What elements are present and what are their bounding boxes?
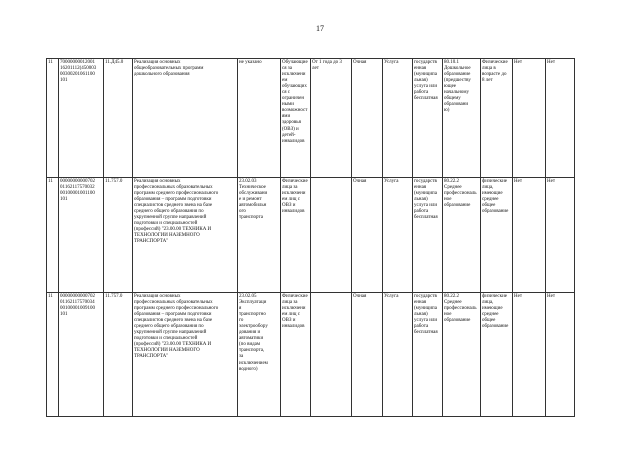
registry-code-cell: 70000000012001 16201112(450003 00300201061100 101	[59, 59, 104, 178]
study-form-cell: Очная	[352, 178, 383, 293]
fee-cell: Нет	[513, 293, 546, 417]
payment-cell: государств енная (муниципа льная) услуга или работа бесплатная	[413, 178, 443, 293]
payment-cell: государств енная (муниципа льная) услуга или работа бесплатная	[413, 59, 443, 178]
page-number: 17	[316, 24, 324, 33]
okved-cell: 80.22.2 Среднее профессиональ ное образование	[443, 178, 481, 293]
classifier-cell: 11.Д45.0	[104, 59, 133, 178]
study-form-cell: Очная	[352, 59, 383, 178]
program-cell: Реализация основных профессиональных образовательных программ среднего профессионального образования – программ подготовки специалистов среднего звена на базе среднего общего образования по укрупненной группе направлений подготовки и специальностей (профессий) "23.00.00 ТЕХНИКА И ТЕХНОЛОГИИ НАЗЕМНОГО ТРАНСПОРТА"	[133, 293, 238, 417]
registry-flag-cell: Нет	[546, 178, 575, 293]
consumer-category-cell: Физические лица за исключени ем лиц с ОВЗ и инвалидов	[281, 293, 311, 417]
row-number-cell: 11	[47, 178, 59, 293]
service-type-cell: Услуга	[383, 178, 413, 293]
recipients-cell: физические лица, имеющие среднее общее образование	[481, 293, 513, 417]
classifier-cell: 11.757.0	[104, 178, 133, 293]
services-table	[46, 58, 575, 417]
service-type-cell: Услуга	[383, 59, 413, 178]
recipients-cell: Физические лица в возрасте до 8 лет	[481, 59, 513, 178]
age-cell	[311, 293, 352, 417]
okved-cell: 80.10.1 Дошкольное образование (предшеству ющее начальному общему образовани ю)	[443, 59, 481, 178]
specialty-cell: 23.02.05 Эксплуатаци я транспортно го электрообору дования и автоматики (по видам транспорта, за исключением водного)	[238, 293, 281, 417]
table-row	[47, 59, 575, 178]
program-cell: Реализация основных общеобразовательных программ дошкольного образования	[133, 59, 238, 178]
age-cell	[311, 178, 352, 293]
fee-cell: Нет	[513, 178, 546, 293]
service-type-cell: Услуга	[383, 293, 413, 417]
fee-cell: Нет	[513, 59, 546, 178]
consumer-category-cell: Физические лица за исключени ем лиц с ОВЗ и инвалидов	[281, 178, 311, 293]
registry-flag-cell: Нет	[546, 59, 575, 178]
table-row	[47, 293, 575, 417]
registry-flag-cell: Нет	[546, 293, 575, 417]
table-row	[47, 178, 575, 293]
study-form-cell: Очная	[352, 293, 383, 417]
registry-code-cell: 00000000000702 01162117570034 00100001009100 101	[59, 293, 104, 417]
row-number-cell: 11	[47, 59, 59, 178]
row-number-cell: 11	[47, 293, 59, 417]
registry-code-cell: 00000000000702 01162117570032 00100001001100 101	[59, 178, 104, 293]
specialty-cell: не указано	[238, 59, 281, 178]
consumer-category-cell: Обучающие ся за исключени ем обучающих ся с ограничен ными возможност ями здоровья (ОВЗ) и детей- инвалидов	[281, 59, 311, 178]
recipients-cell: физические лица, имеющие среднее общее образование	[481, 178, 513, 293]
program-cell: Реализация основных профессиональных образовательных программ среднего профессионального образования – программ подготовки специалистов среднего звена на базе среднего общего образования по укрупненной группе направлений подготовки и специальностей (профессий) "23.00.00 ТЕХНИКА И ТЕХНОЛОГИИ НАЗЕМНОГО ТРАНСПОРТА"	[133, 178, 238, 293]
okved-cell: 80.22.2 Среднее профессиональ ное образование	[443, 293, 481, 417]
specialty-cell: 23.02.03 Техническое обслуживани е и ремонт автомобильн ого транспорта	[238, 178, 281, 293]
age-cell: От 1 года до 3 лет	[311, 59, 352, 178]
payment-cell: государств енная (муниципа льная) услуга или работа бесплатная	[413, 293, 443, 417]
classifier-cell: 11.757.0	[104, 293, 133, 417]
